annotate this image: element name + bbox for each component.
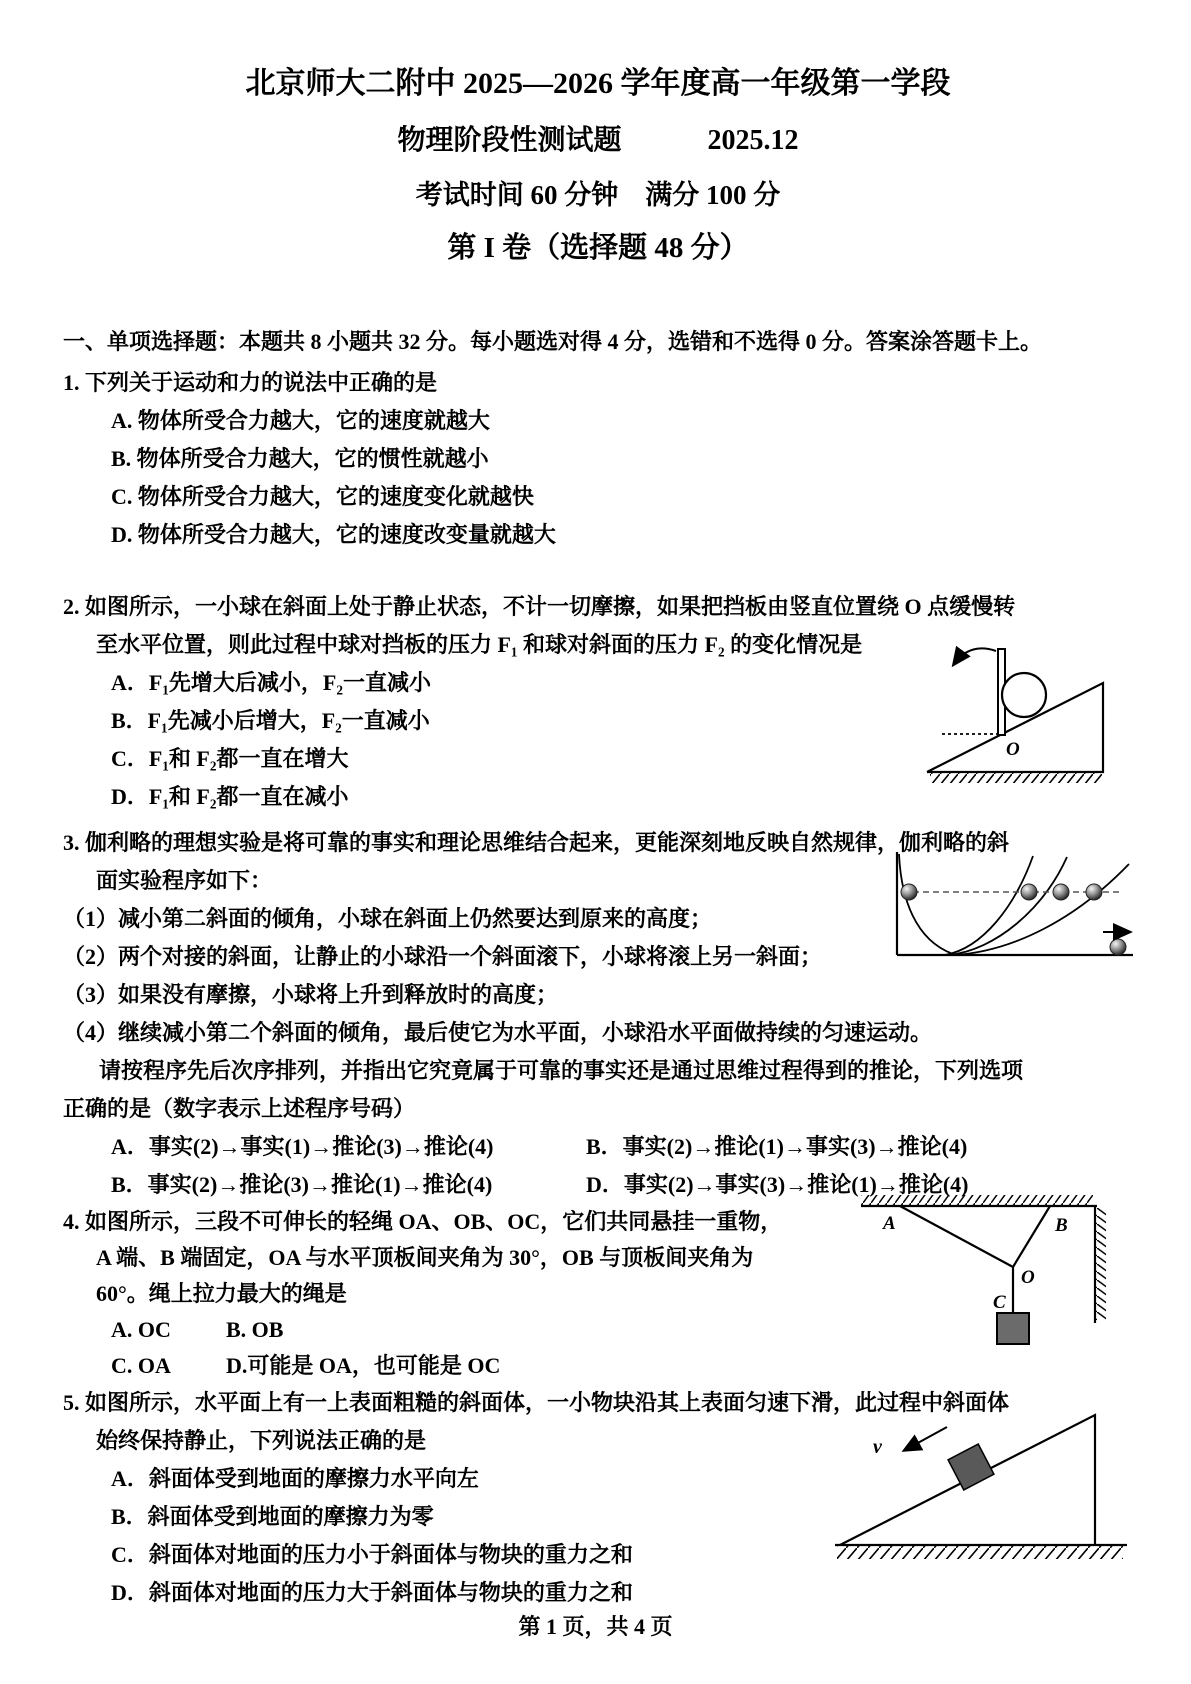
q3-option-a: A．事实(2)→事实(1)→推论(3)→推论(4) [111,1134,494,1159]
q2-stem-line1: 2. 如图所示，一小球在斜面上处于静止状态，不计一切摩擦，如果把挡板由竖直位置绕 O 点缓慢转 [63,594,1016,619]
q2-option-b: B．F₁先减小后增大，F₂一直减小 [111,708,430,733]
question-1 [63,364,1133,554]
q3-option-b: B．事实(2)→推论(1)→事实(3)→推论(4) [586,1134,968,1159]
velocity-label: v [873,1436,882,1458]
q2-option-d: D．F₁和 F₂都一直在减小 [111,784,349,809]
q3-option-row1 [63,1128,1133,1166]
q3-stem-line1: 3. 伽利略的理想实验是将可靠的事实和理论思维结合起来，更能深刻地反映自然规律，伽利略的斜 [63,830,1010,855]
q3-step-2: （2）两个对接的斜面，让静止的小球沿一个斜面滚下，小球将滚上另一斜面； [63,944,823,969]
exam-duration-score: 考试时间 60 分钟 满分 100 分 [415,180,781,210]
q5-option-a: A．斜面体受到地面的摩擦力水平向左 [111,1466,479,1491]
question-4 [63,1204,1133,1384]
page-title: 北京师大二附中 2025—2026 学年度高一年级第一学段 [245,67,951,100]
q5-option-b: B．斜面体受到地面的摩擦力为零 [111,1504,434,1529]
point-c-label: C [993,1292,1006,1313]
q1-option-c: C. 物体所受合力越大，它的速度变化就越快 [111,484,534,509]
point-a-label: A [883,1213,896,1234]
point-o-label: O [1021,1267,1035,1288]
q4-option-d: D.可能是 OA，也可能是 OC [226,1353,501,1378]
pivot-point-label: O [1006,739,1020,760]
q3-option-b2: B．事实(2)→推论(3)→推论(1)→推论(4) [111,1172,493,1197]
q3-step-1: （1）减小第二斜面的倾角，小球在斜面上仍然要达到原来的高度； [63,906,713,931]
q2-option-a: A．F₁先增大后减小，F₂一直减小 [111,670,431,695]
exam-subtitle-row [63,124,1133,158]
q5-stem-line1: 5. 如图所示，水平面上有一上表面粗糙的斜面体，一小物块沿其上表面匀速下滑，此过程中斜面体 [63,1390,1010,1415]
q5-stem-line2: 始终保持静止，下列说法正确的是 [96,1428,427,1453]
q4-option-c: C. OA [111,1353,171,1378]
q4-option-row1 [63,1312,1133,1348]
point-b-label: B [1055,1215,1068,1236]
q5-option-d: D．斜面体对地面的压力大于斜面体与物块的重力之和 [111,1580,633,1605]
q3-prompt-line1: 请按程序先后次序排列，并指出它究竟属于可靠的事实还是通过思维过程得到的推论，下列选项 [99,1058,1024,1083]
q2-stem-line2: 至水平位置，则此过程中球对挡板的压力 F₁ 和球对斜面的压力 F₂ 的变化情况是 [96,632,863,657]
question-3 [63,824,1133,1204]
q5-option-c: C．斜面体对地面的压力小于斜面体与物块的重力之和 [111,1542,633,1567]
question-5 [63,1384,1133,1612]
part-one-title: 第 I 卷（选择题 48 分） [447,232,749,264]
q1-option-a: A. 物体所受合力越大，它的速度就越大 [111,408,490,433]
question-2 [63,588,1133,816]
q1-option-b: B. 物体所受合力越大，它的惯性就越小 [111,446,489,471]
q1-stem: 1. 下列关于运动和力的说法中正确的是 [63,370,438,395]
section-instructions: 一、单项选择题：本题共 8 小题共 32 分。每小题选对得 4 分，选错和不选得 0 分。答案涂答题卡上。 [63,329,1043,354]
exam-name: 物理阶段性测试题 [397,125,622,156]
q2-option-c: C．F₁和 F₂都一直在增大 [111,746,349,771]
q3-prompt-line2: 正确的是（数字表示上述程序号码） [63,1096,416,1121]
q4-option-row2 [63,1348,1133,1384]
page-footer: 第 1 页，共 4 页 [518,1614,673,1639]
q4-option-a: A. OC [111,1317,171,1342]
q4-stem-line2: A 端、B 端固定，OA 与水平顶板间夹角为 30°，OB 与顶板间夹角为 [96,1245,754,1270]
q3-step-3: （3）如果没有摩擦，小球将上升到释放时的高度； [63,982,559,1007]
q3-option-d: D．事实(2)→事实(3)→推论(1)→推论(4) [586,1172,969,1197]
q4-stem-line1: 4. 如图所示，三段不可伸长的轻绳 OA、OB、OC，它们共同悬挂一重物， [63,1209,783,1234]
q3-option-row2 [63,1166,1133,1204]
q4-option-b: B. OB [226,1317,284,1342]
q4-stem-line3: 60°。绳上拉力最大的绳是 [96,1281,347,1306]
page-content [63,0,1133,1612]
q3-stem-line2: 面实验程序如下： [96,868,273,893]
q3-step-4: （4）继续减小第二个斜面的倾角，最后使它为水平面，小球沿水平面做持续的匀速运动。 [63,1020,933,1045]
q1-option-d: D. 物体所受合力越大，它的速度改变量就越大 [111,522,556,547]
exam-date: 2025.12 [707,125,799,156]
